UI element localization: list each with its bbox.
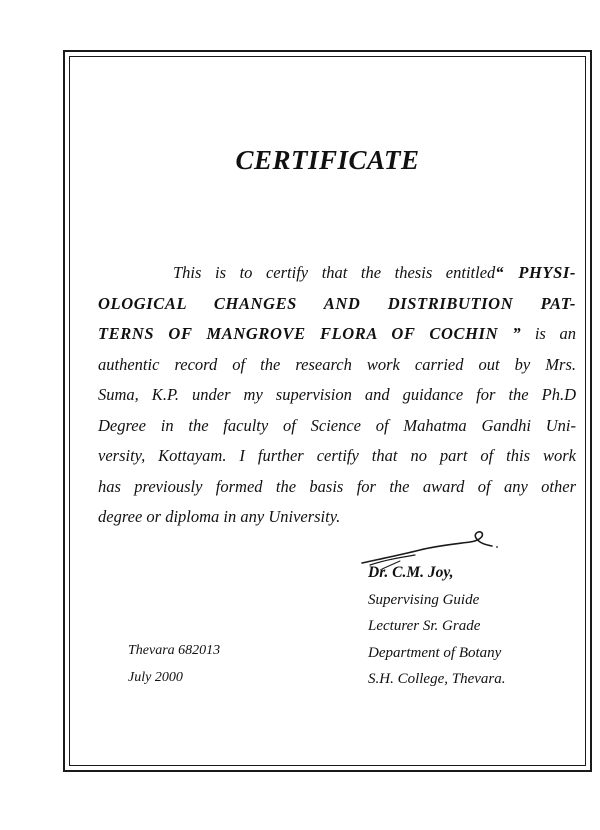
certificate-body: [98, 258, 576, 533]
body-line: [98, 319, 576, 350]
place-date-block: [128, 638, 220, 691]
place-text: Thevara 682013: [128, 643, 221, 658]
body-line: authentic record of the research work carried out by Mrs.: [98, 354, 576, 374]
body-line: versity, Kottayam. I further certify that no part of this work: [98, 446, 576, 465]
body-line: [98, 258, 576, 289]
body-line: Suma, K.P. under my supervision and guidance for the Ph.D: [98, 385, 576, 404]
body-line-text: is an: [521, 324, 576, 343]
signatory-name: Dr. C.M. Joy,: [368, 564, 454, 581]
thesis-title-text: “ PHYSI-: [495, 263, 576, 282]
thesis-title-text: OLOGICAL CHANGES AND DISTRIBUTION PAT-: [98, 293, 576, 313]
signatory-college: S.H. College, Thevara.: [368, 671, 506, 687]
signatory-block: [368, 560, 505, 693]
body-line: degree or diploma in any University.: [98, 507, 341, 526]
body-line: [98, 289, 576, 320]
thesis-title-text: TERNS OF MANGROVE FLORA OF COCHIN ”: [98, 324, 522, 343]
body-line: has previously formed the basis for the award of any other: [98, 476, 576, 496]
certificate-title: CERTIFICATE: [235, 145, 420, 175]
body-line-text: This is to certify that the thesis entitled: [173, 263, 496, 282]
date-text: July 2000: [128, 669, 183, 685]
signatory-role: Supervising Guide: [368, 591, 480, 608]
signatory-department: Department of Botany: [368, 644, 502, 661]
body-line: Degree in the faculty of Science of Mahatma Gandhi Uni-: [98, 415, 576, 435]
signatory-position: Lecturer Sr. Grade: [368, 618, 481, 634]
